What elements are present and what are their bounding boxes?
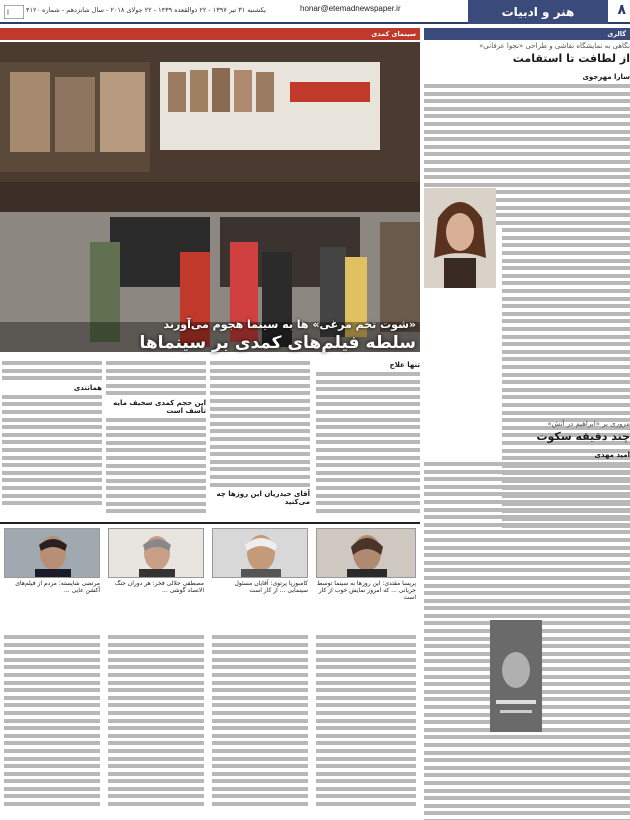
- lower-column-4: [4, 632, 100, 812]
- lower-column-2: [212, 632, 308, 812]
- col2-subhead: این حجم کمدی سخیف مایه تأسف است: [113, 398, 206, 415]
- section-strip-gallery: گالری: [424, 28, 630, 40]
- portrait-2: [212, 528, 308, 578]
- column-1: [316, 358, 420, 518]
- gallery-kicker: نگاهی به نمایشگاه نقاشی و طراحی «نجوا عرفانی»: [479, 42, 630, 50]
- col4-subhead: آقای حیدریان این روزها چه می‌کنید: [216, 490, 310, 507]
- painting-image: [424, 188, 496, 288]
- gallery-author: سارا مهرجوی: [582, 73, 630, 81]
- books-title[interactable]: چند دقیقه سکوت: [536, 430, 630, 443]
- portrait-1: [316, 528, 416, 578]
- section-title: هنر و ادبیات: [468, 0, 608, 24]
- col3-subhead: همانندی: [73, 383, 102, 392]
- lead-kicker: «شوت تخم مرغی» ها به سینما هجوم می‌آورند: [163, 318, 416, 331]
- portrait-4: [4, 528, 100, 578]
- caption-4: مرتضی شایسته: مردم از فیلم‌های آکشن عایی ...: [15, 580, 100, 594]
- section-divider: [0, 522, 420, 524]
- page-header: [0, 0, 630, 24]
- date-line: یکشنبه ۳۱ تیر ۱۳۹۷ - ۲۲ ذوالقعده ۱۴۳۹ - ۲۲ جولای ۲۰۱۸ - سال شانزدهم - شماره ۴۱۲۰: [26, 6, 266, 14]
- cinema-photo: [0, 42, 420, 352]
- caption-1: پریسا مقتدی: این روزها به سینما توسط جریانی ... که امروز نمایش خوب از کار است: [316, 580, 416, 601]
- book-cover-image: [490, 620, 542, 732]
- svg-text:ا: ا: [7, 9, 9, 17]
- col1-subhead: تنها علاج: [389, 361, 420, 369]
- column-2: [210, 358, 310, 518]
- column-3: [106, 358, 206, 518]
- page-number: ۸: [617, 2, 626, 18]
- lower-column-1: [316, 632, 416, 812]
- lead-headline: [6, 318, 416, 353]
- books-author: امید مهدی: [594, 451, 630, 459]
- books-kicker: مروری بر «ابراهیم در آتش»: [547, 420, 630, 428]
- section-strip-cinema: سینمای کمدی: [0, 28, 420, 40]
- portrait-3: [108, 528, 204, 578]
- gallery-title[interactable]: از لطافت تا استقامت: [512, 52, 630, 65]
- lead-title[interactable]: سلطه فیلم‌های کمدی بر سینماها: [139, 333, 416, 353]
- column-4: [2, 358, 102, 518]
- email-address[interactable]: honar@etemadnewspaper.ir: [300, 4, 401, 13]
- lower-column-3: [108, 632, 204, 812]
- caption-3: مصطفی جلالی فخر: هر دوران جنگ الاتصاد گوشی ...: [114, 580, 204, 594]
- caption-2: کامبوزیا پرتوی: آقایان مسئول سینمایی ... از کار است: [234, 580, 308, 594]
- newspaper-logo-icon: [4, 4, 24, 23]
